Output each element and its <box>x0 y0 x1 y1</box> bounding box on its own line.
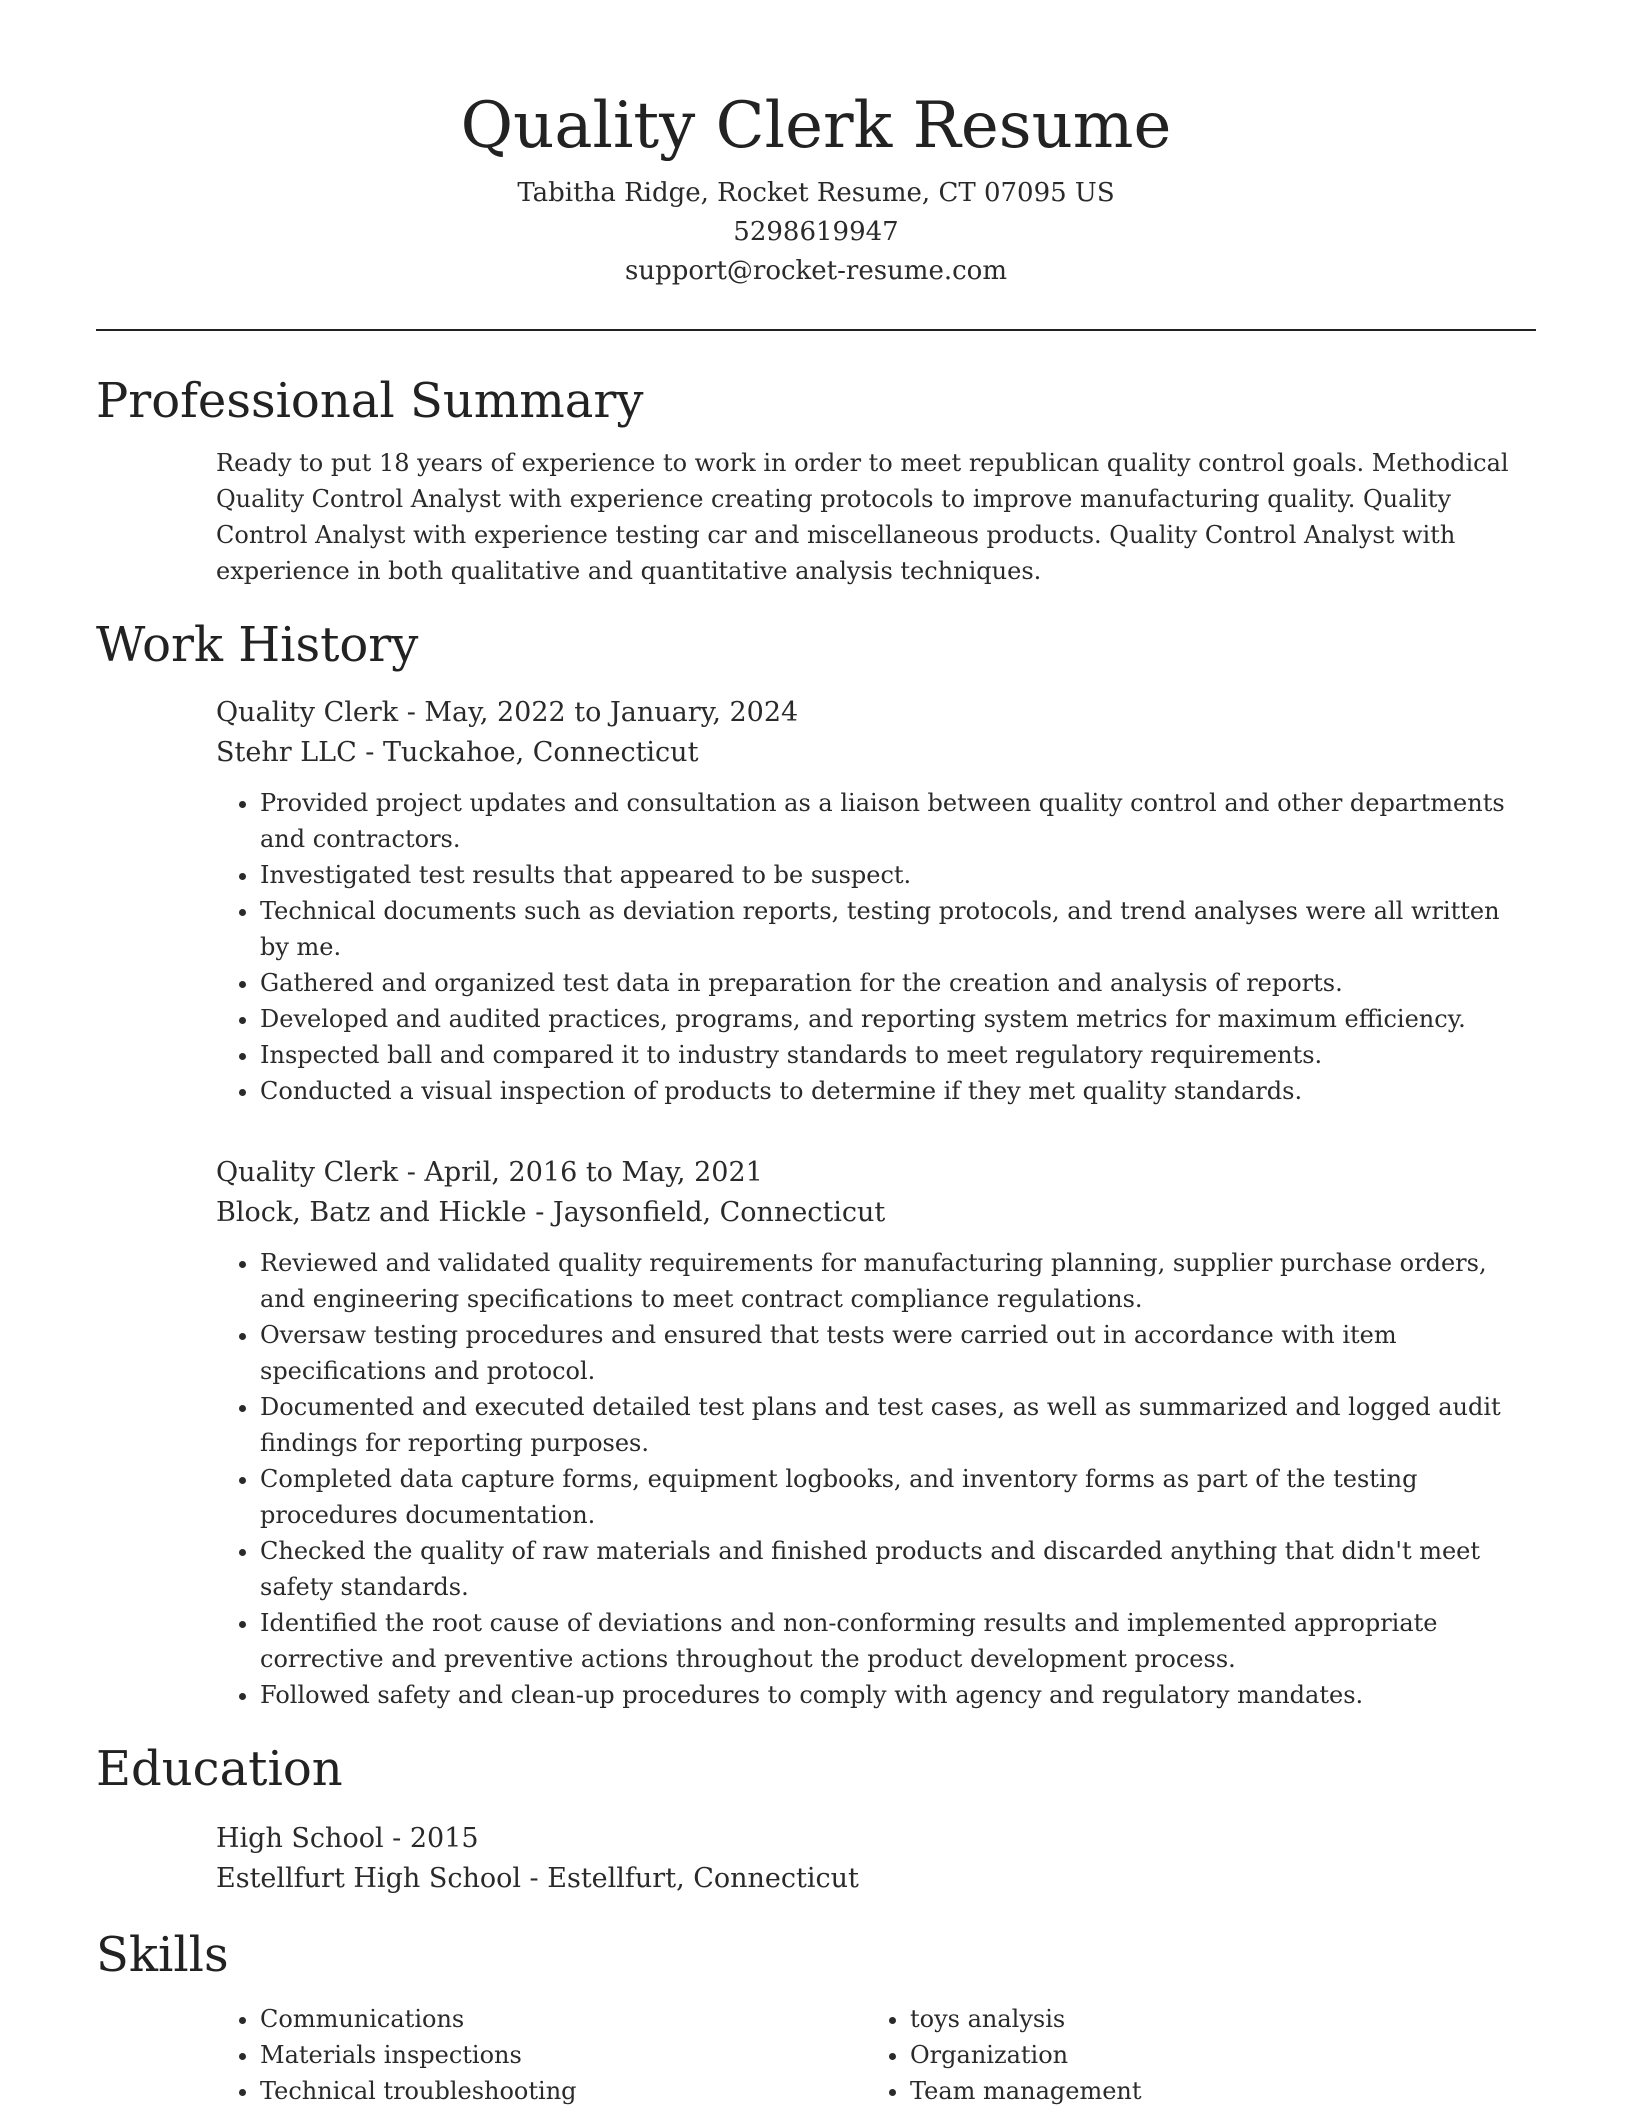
education-heading: Education <box>96 1741 343 1797</box>
contact-email: support@rocket-resume.com <box>624 256 1007 286</box>
skills-columns <box>216 2001 1536 2109</box>
skills-section <box>96 1925 1536 2109</box>
job-entry <box>216 693 1536 1109</box>
skill-item: • toys analysis <box>910 2001 1516 2037</box>
summary-text: Ready to put 18 years of experience to work in order to meet republican quality control goals. Methodical Quality Control Analyst with experience creating protocols to improve manufacturing quality. Quality Control Analyst with experience testing car and miscellaneous products. Quality Control Analyst with experience in both qualitative and quantitative analysis techniques. <box>216 449 1509 585</box>
skills-heading: Skills <box>96 1927 229 1983</box>
job-title-line: Quality Clerk - May, 2022 to January, 2024 <box>216 697 799 728</box>
contact-address: Tabitha Ridge, Rocket Resume, CT 07095 US <box>517 178 1115 208</box>
summary-section <box>96 371 1536 589</box>
work-history-heading: Work History <box>96 617 419 673</box>
job-bullet: • Investigated test results that appeared to be suspect. <box>260 857 1536 893</box>
education-school-line: Estellfurt High School - Estellfurt, Connecticut <box>216 1863 859 1894</box>
job-company-line: Block, Batz and Hickle - Jaysonfield, Connecticut <box>216 1197 886 1228</box>
work-history-section <box>96 615 1536 1713</box>
job-bullet: • Followed safety and clean-up procedures to comply with agency and regulatory mandates. <box>260 1677 1536 1713</box>
job-title-line: Quality Clerk - April, 2016 to May, 2021 <box>216 1157 763 1188</box>
job-bullet: • Technical documents such as deviation reports, testing protocols, and trend analyses were all written by me. <box>260 893 1536 965</box>
job-bullet: • Reviewed and validated quality requirements for manufacturing planning, supplier purchase orders, and engineering specifications to meet contract compliance regulations. <box>260 1245 1536 1317</box>
resume-header <box>96 0 1536 291</box>
job-bullet: • Developed and audited practices, programs, and reporting system metrics for maximum efficiency. <box>260 1001 1536 1037</box>
skills-list-right <box>866 2001 1516 2109</box>
job-entry <box>216 1153 1536 1713</box>
resume-title: Quality Clerk Resume <box>460 89 1172 163</box>
job-bullet: • Checked the quality of raw materials and finished products and discarded anything that didn't meet safety standards. <box>260 1533 1536 1605</box>
contact-phone: 5298619947 <box>733 217 899 247</box>
skill-item: • Communications <box>260 2001 866 2037</box>
job-bullet: • Documented and executed detailed test plans and test cases, as well as summarized and logged audit findings for reporting purposes. <box>260 1389 1536 1461</box>
resume-page <box>96 0 1536 2109</box>
education-degree-line: High School - 2015 <box>216 1823 479 1854</box>
header-divider <box>96 329 1536 331</box>
job-company-line: Stehr LLC - Tuckahoe, Connecticut <box>216 737 699 768</box>
job-bullet-list <box>216 785 1536 1109</box>
education-entry <box>216 1819 1536 1899</box>
job-bullet: • Provided project updates and consultation as a liaison between quality control and other departments and contractors. <box>260 785 1536 857</box>
job-bullet: • Completed data capture forms, equipment logbooks, and inventory forms as part of the testing procedures documentation. <box>260 1461 1536 1533</box>
contact-info <box>96 174 1536 291</box>
job-bullet: • Inspected ball and compared it to industry standards to meet regulatory requirements. <box>260 1037 1536 1073</box>
skill-item: • Materials inspections <box>260 2037 866 2073</box>
job-bullet: • Identified the root cause of deviations and non-conforming results and implemented appropriate corrective and preventive actions throughout the product development process. <box>260 1605 1536 1677</box>
job-bullet-list <box>216 1245 1536 1713</box>
skill-item: • Organization <box>910 2037 1516 2073</box>
education-section <box>96 1739 1536 1899</box>
job-bullet: • Oversaw testing procedures and ensured that tests were carried out in accordance with item specifications and protocol. <box>260 1317 1536 1389</box>
job-bullet: • Conducted a visual inspection of products to determine if they met quality standards. <box>260 1073 1536 1109</box>
summary-heading: Professional Summary <box>96 373 644 429</box>
skills-list-left <box>216 2001 866 2109</box>
skill-item: • Team management <box>910 2073 1516 2109</box>
skill-item: • Technical troubleshooting <box>260 2073 866 2109</box>
job-bullet: • Gathered and organized test data in preparation for the creation and analysis of reports. <box>260 965 1536 1001</box>
